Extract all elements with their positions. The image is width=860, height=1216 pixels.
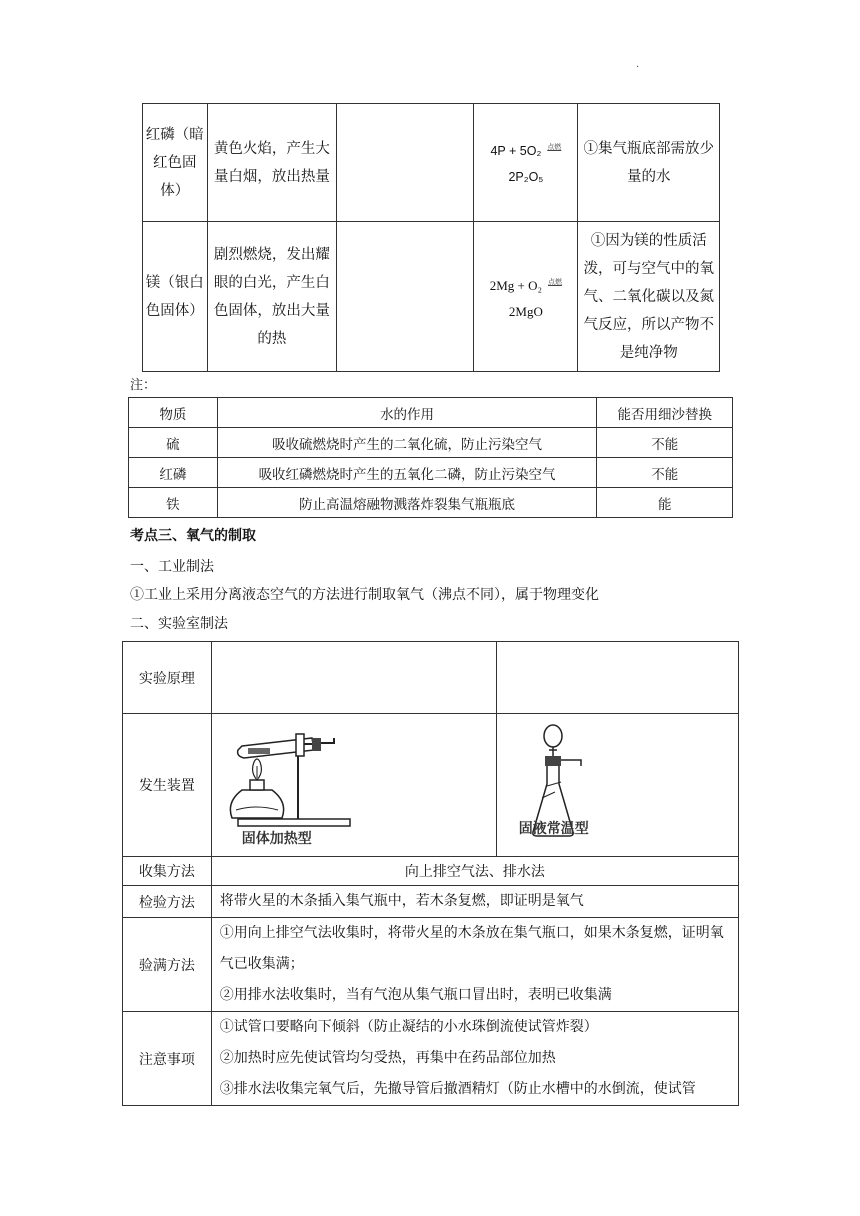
equation-right: 2P₂O₅ [508, 170, 544, 184]
table-row [123, 857, 739, 886]
industrial-heading: 一、工业制法 [130, 559, 214, 575]
substance-cell: 红磷（暗红色固体） [143, 104, 208, 222]
caution-line: ①试管口要略向下倾斜（防止凝结的小水珠倒流使试管炸裂） [219, 1019, 598, 1035]
caution-label: 注意事项 [123, 1012, 212, 1106]
table-row [143, 104, 720, 222]
table-cell: 吸收硫燃烧时产生的二氧化硫，防止污染空气 [217, 428, 597, 458]
page-dot-mark: · [636, 62, 640, 73]
table-cell: 吸收红磷燃烧时产生的五氧化二磷，防止污染空气 [217, 458, 597, 488]
apparatus-caption: 固体加热型 [241, 831, 312, 847]
table-row [123, 642, 739, 714]
equation-right: 2MgO [508, 303, 543, 319]
reaction-condition: 点燃 [547, 144, 562, 151]
caution-cell [211, 1012, 738, 1106]
table-cell: 能 [597, 488, 733, 518]
empty-cell [337, 222, 474, 372]
header-cell: 物质 [129, 398, 218, 428]
table-cell: 防止高温熔融物溅落炸裂集气瓶瓶底 [217, 488, 597, 518]
collection-text: 向上排空气法、排水法 [211, 857, 738, 886]
full-check-line: ①用向上排空气法收集时，将带火星的木条放在集气瓶口，如果木条复燃，证明氧气已收集满； [219, 925, 724, 972]
industrial-text: ①工业上采用分离液态空气的方法进行制取氧气（沸点不同），属于物理变化 [130, 587, 599, 603]
table-cell: 不能 [597, 428, 733, 458]
solid-heating-apparatus-cell [211, 714, 496, 857]
test-label: 检验方法 [123, 886, 212, 918]
test-text: 将带火星的木条插入集气瓶中，若木条复燃，即证明是氧气 [211, 886, 738, 918]
note-label: 注： [130, 378, 157, 393]
principle-label: 实验原理 [123, 642, 212, 714]
table-row [129, 458, 733, 488]
table-row [123, 886, 739, 918]
lab-heading: 二、实验室制法 [130, 616, 228, 632]
full-check-label: 验满方法 [123, 918, 212, 1012]
table-row [123, 1012, 739, 1106]
table-cell: 铁 [129, 488, 218, 518]
header-cell: 水的作用 [217, 398, 597, 428]
reaction-condition: 点燃 [548, 277, 563, 286]
phenomenon-cell: 黄色火焰，产生大量白烟，放出热量 [207, 104, 337, 222]
empty-cell [337, 104, 474, 222]
caution-line: ②加热时应先使试管均匀受热，再集中在药品部位加热 [219, 1050, 556, 1066]
caution-line: ③排水法收集完氧气后，先撤导管后撤酒精灯（防止水槽中的水倒流，使试管 [219, 1081, 696, 1097]
equation-cell [474, 222, 578, 372]
table-row [123, 714, 739, 857]
principle-cell-2 [496, 642, 738, 714]
note-cell: ①因为镁的性质活泼，可与空气中的氧气、二氧化碳以及氮气反应，所以产物不是纯净物 [578, 222, 720, 372]
apparatus-label: 发生装置 [123, 714, 212, 857]
table-row [123, 918, 739, 1012]
section-title: 考点三、氧气的制取 [130, 528, 256, 544]
table-cell: 不能 [597, 458, 733, 488]
substance-cell: 镁（银白色固体） [143, 222, 208, 372]
solid-liquid-apparatus-cell [496, 714, 738, 857]
principle-cell-1 [211, 642, 496, 714]
table-cell: 硫 [129, 428, 218, 458]
combustion-table [142, 103, 720, 372]
equation-left: 2Mg + O₂ [489, 277, 543, 293]
collection-label: 收集方法 [123, 857, 212, 886]
header-cell: 能否用细沙替换 [597, 398, 733, 428]
full-check-line: ②用排水法收集时，当有气泡从集气瓶口冒出时，表明已收集满 [219, 987, 612, 1003]
full-check-cell [211, 918, 738, 1012]
apparatus-caption: 固液常温型 [518, 821, 589, 837]
table-header-row [129, 398, 733, 428]
table-cell: 红磷 [129, 458, 218, 488]
table-row [143, 222, 720, 372]
equation-left: 4P + 5O₂ [490, 144, 542, 158]
table-row [129, 428, 733, 458]
equation-cell [474, 104, 578, 222]
table-row [129, 488, 733, 518]
note-cell: ①集气瓶底部需放少量的水 [578, 104, 720, 222]
lab-method-table [122, 641, 739, 1106]
phenomenon-cell: 剧烈燃烧，发出耀眼的白光，产生白色固体，放出大量的热 [207, 222, 337, 372]
water-role-table [128, 397, 733, 518]
